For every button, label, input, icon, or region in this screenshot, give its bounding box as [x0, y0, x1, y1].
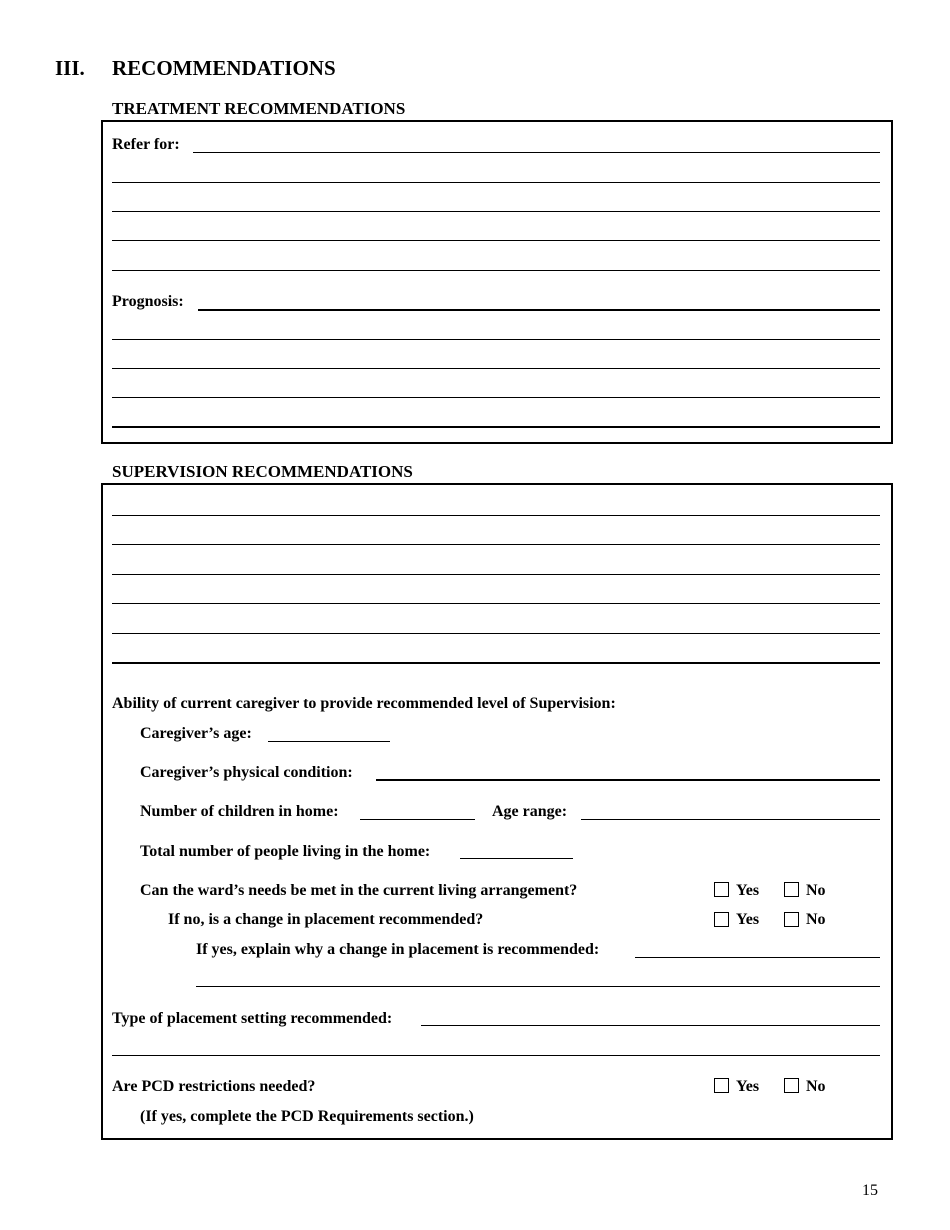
- placement-change-question: If no, is a change in placement recommended?: [168, 911, 484, 928]
- treatment-heading: TREATMENT RECOMMENDATIONS: [112, 99, 406, 118]
- treatment-box: [101, 120, 893, 444]
- prognosis-blank-line[interactable]: [112, 368, 880, 369]
- children-count-label: Number of children in home:: [140, 803, 339, 820]
- pcd-note: (If yes, complete the PCD Requirements section.): [140, 1108, 474, 1125]
- treatment-blank-line[interactable]: [112, 240, 880, 241]
- total-people-label: Total number of people living in the home:: [140, 843, 431, 860]
- page-number: 15: [862, 1182, 878, 1199]
- treatment-blank-line[interactable]: [112, 182, 880, 183]
- prognosis-blank-line[interactable]: [112, 339, 880, 340]
- physical-condition-field[interactable]: [376, 779, 880, 781]
- physical-condition-label: Caregiver’s physical condition:: [140, 764, 353, 781]
- supervision-blank-line[interactable]: [112, 515, 880, 516]
- placement-change-yes-checkbox[interactable]: [714, 912, 729, 927]
- treatment-blank-line[interactable]: [112, 270, 880, 271]
- placement-type-field[interactable]: [421, 1025, 880, 1026]
- placement-change-no-label: No: [806, 911, 826, 928]
- prognosis-label: Prognosis:: [112, 293, 184, 310]
- section-number: III.: [55, 56, 85, 80]
- supervision-heading: SUPERVISION RECOMMENDATIONS: [112, 462, 413, 481]
- supervision-blank-line[interactable]: [112, 662, 880, 664]
- supervision-blank-line[interactable]: [112, 544, 880, 545]
- pcd-yes-label: Yes: [736, 1078, 760, 1095]
- supervision-blank-line[interactable]: [112, 574, 880, 575]
- placement-change-no-checkbox[interactable]: [784, 912, 799, 927]
- children-count-field[interactable]: [360, 819, 475, 820]
- prognosis-blank-line[interactable]: [112, 426, 880, 428]
- placement-change-yes-label: Yes: [736, 911, 760, 928]
- placement-type-label: Type of placement setting recommended:: [112, 1010, 393, 1027]
- pcd-no-checkbox[interactable]: [784, 1078, 799, 1093]
- total-people-field[interactable]: [460, 858, 573, 859]
- age-range-label: Age range:: [492, 803, 568, 820]
- caregiver-age-field[interactable]: [268, 741, 390, 742]
- needs-met-question: Can the ward’s needs be met in the current living arrangement?: [140, 882, 578, 899]
- explain-change-field-continued[interactable]: [196, 986, 880, 987]
- supervision-blank-line[interactable]: [112, 603, 880, 604]
- pcd-no-label: No: [806, 1078, 826, 1095]
- needs-met-no-label: No: [806, 882, 826, 899]
- needs-met-yes-checkbox[interactable]: [714, 882, 729, 897]
- treatment-blank-line[interactable]: [112, 211, 880, 212]
- pcd-question: Are PCD restrictions needed?: [112, 1078, 316, 1095]
- caregiver-age-label: Caregiver’s age:: [140, 725, 252, 742]
- explain-change-label: If yes, explain why a change in placement is recommended:: [196, 941, 600, 958]
- needs-met-yes-label: Yes: [736, 882, 760, 899]
- refer-for-label: Refer for:: [112, 136, 180, 153]
- needs-met-no-checkbox[interactable]: [784, 882, 799, 897]
- age-range-field[interactable]: [581, 819, 880, 820]
- placement-type-field-continued[interactable]: [112, 1055, 880, 1056]
- prognosis-line[interactable]: [198, 309, 880, 311]
- explain-change-field[interactable]: [635, 957, 880, 958]
- refer-for-line[interactable]: [193, 152, 880, 153]
- caregiver-ability-label: Ability of current caregiver to provide recommended level of Supervision:: [112, 695, 616, 712]
- supervision-blank-line[interactable]: [112, 633, 880, 634]
- section-title: RECOMMENDATIONS: [112, 56, 336, 80]
- prognosis-blank-line[interactable]: [112, 397, 880, 398]
- pcd-yes-checkbox[interactable]: [714, 1078, 729, 1093]
